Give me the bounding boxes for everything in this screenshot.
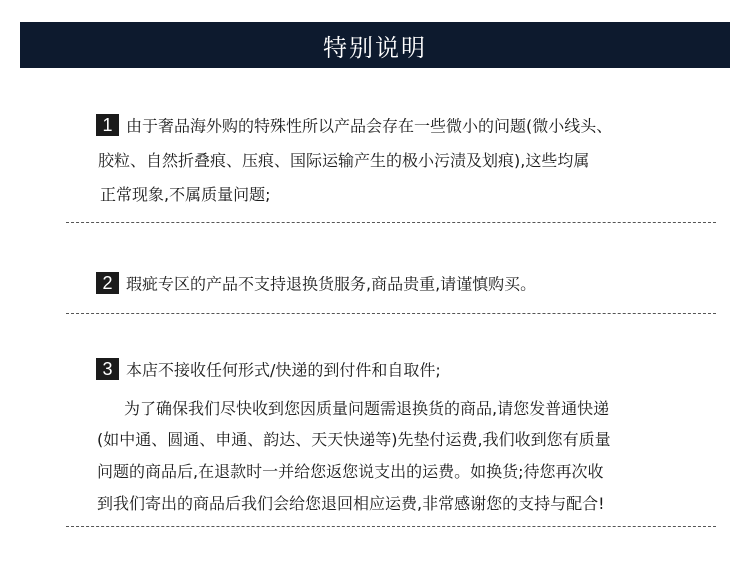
note-3-line-5: 到我们寄出的商品后我们会给您退回相应运费,非常感谢您的支持与配合!: [97, 494, 605, 513]
note-1-line-3: 正常现象,不属质量问题;: [100, 185, 271, 204]
note-1-line-2: 胶粒、自然折叠痕、压痕、国际运输产生的极小污渍及划痕),这些均属: [98, 151, 590, 170]
note-2-line-1: 2 瑕疵专区的产品不支持退换货服务,商品贵重,请谨慎购买。: [96, 274, 536, 296]
note-1-line-1: 1 由于奢品海外购的特殊性所以产品会存在一些微小的问题(微小线头、: [96, 116, 612, 138]
note-number-badge: 2: [96, 272, 119, 294]
note-3-line-4: 问题的商品后,在退款时一并给您返您说支出的运费。如换货;待您再次收: [97, 462, 604, 481]
dashed-divider: [66, 313, 716, 314]
note-3-line-3: (如中通、圆通、申通、韵达、天天快递等)先垫付运费,我们收到您有质量: [97, 430, 611, 449]
dashed-divider: [66, 526, 716, 527]
note-3-line-1: 3 本店不接收任何形式/快递的到付件和自取件;: [96, 360, 441, 382]
note-3-line-2: 为了确保我们尽快收到您因质量问题需退换货的商品,请您发普通快递: [124, 399, 610, 418]
page-title: 特别说明: [323, 33, 427, 62]
dashed-divider: [66, 222, 716, 223]
note-number-badge: 3: [96, 358, 119, 380]
header-banner: [20, 22, 730, 68]
note-number-badge: 1: [96, 114, 119, 136]
